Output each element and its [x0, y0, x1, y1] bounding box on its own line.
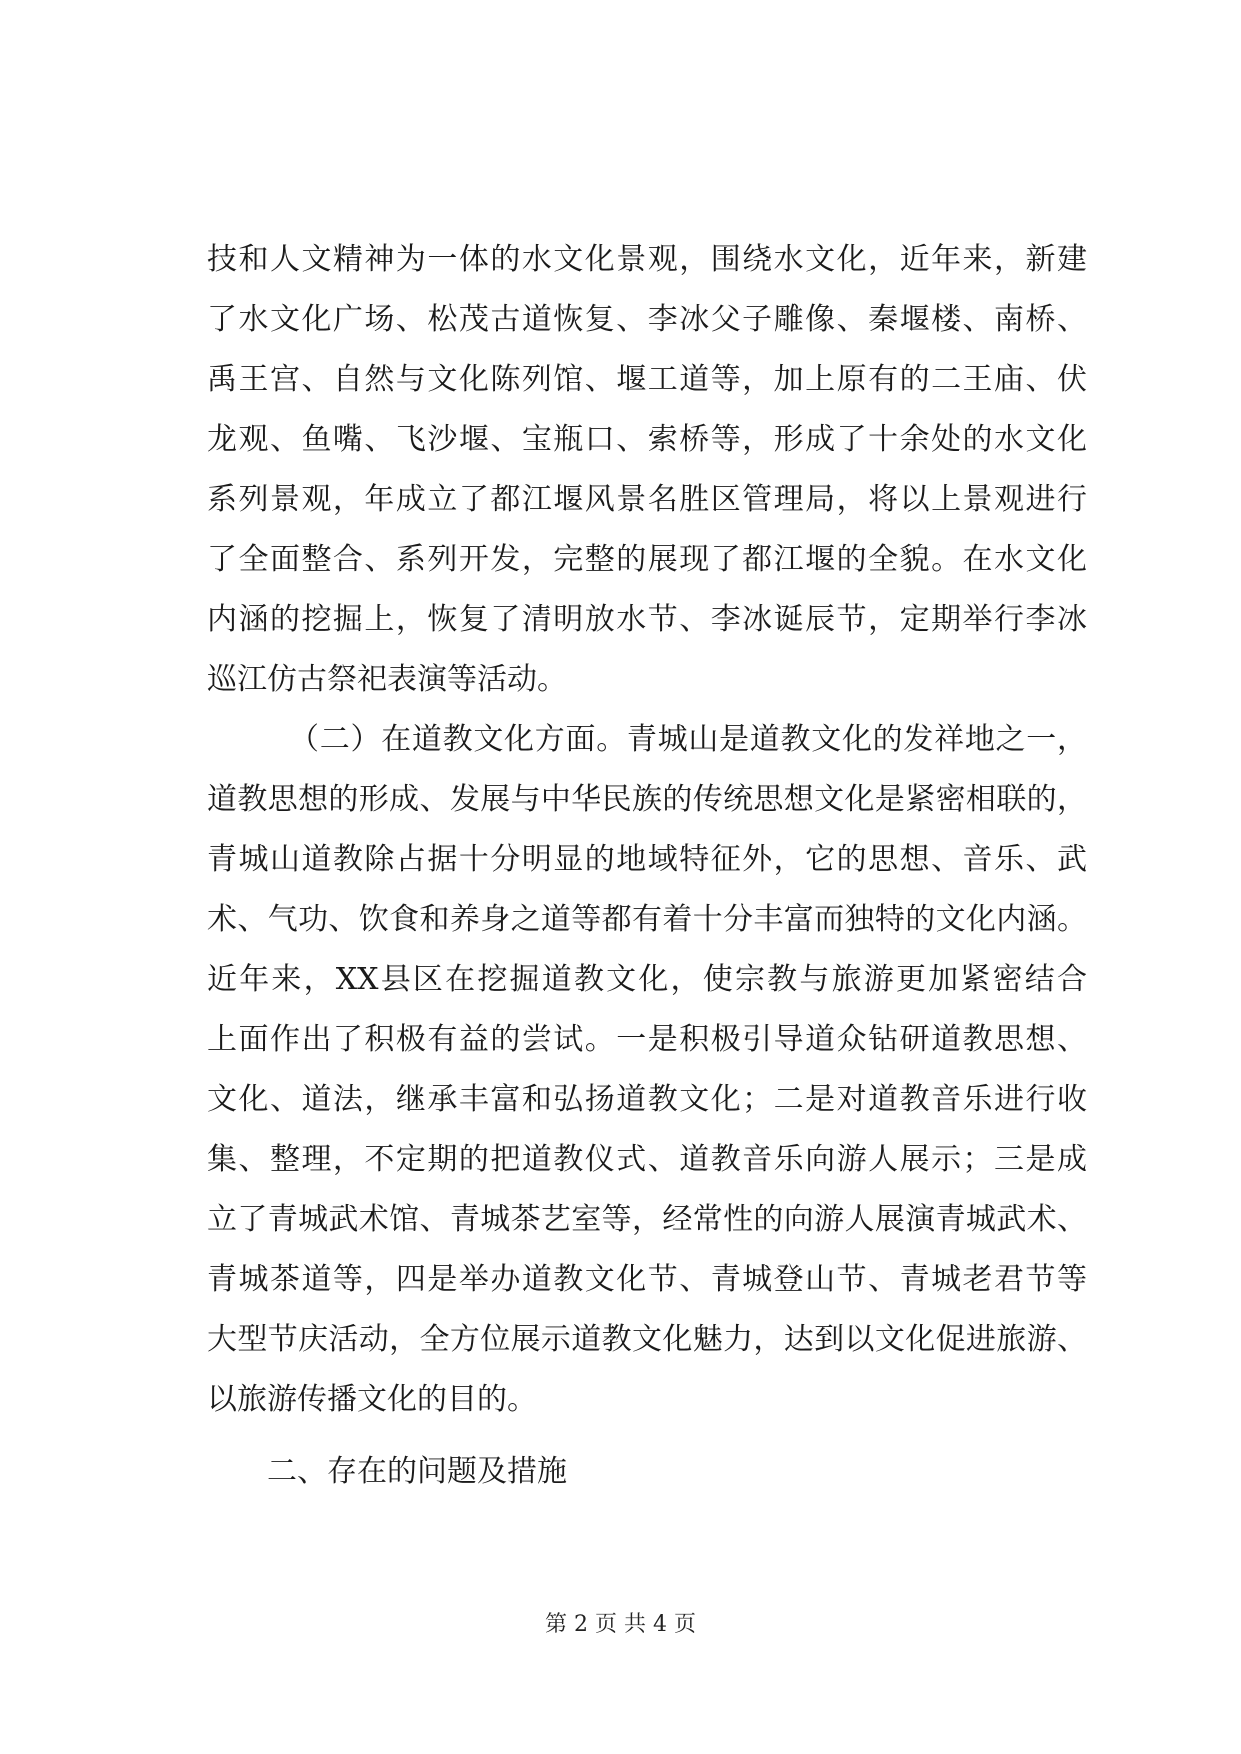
paragraph-water-culture	[207, 230, 1087, 710]
text-line: 技和人文精神为一体的水文化景观，围绕水文化，近年来，新建	[207, 242, 1087, 277]
text-line: 道教思想的形成、发展与中华民族的传统思想文化是紧密相联的，	[207, 782, 1087, 817]
text-line: 内涵的挖掘上，恢复了清明放水节、李冰诞辰节，定期举行李冰	[207, 602, 1087, 637]
text-line: 文化、道法，继承丰富和弘扬道教文化；二是对道教音乐进行收	[207, 1082, 1087, 1117]
paragraph-first-line: （二）在道教文化方面。青城山是道教文化的发祥地之一，	[289, 722, 1087, 757]
paragraph-taoist-culture	[207, 710, 1087, 1430]
text-line: 了水文化广场、松茂古道恢复、李冰父子雕像、秦堰楼、南桥、	[207, 302, 1087, 337]
text-line: 近年来，XX县区在挖掘道教文化，使宗教与旅游更加紧密结合	[207, 962, 1087, 997]
text-line: 集、整理，不定期的把道教仪式、道教音乐向游人展示；三是成	[207, 1142, 1087, 1177]
text-line: 术、气功、饮食和养身之道等都有着十分丰富而独特的文化内涵。	[207, 902, 1087, 937]
text-line: 了全面整合、系列开发，完整的展现了都江堰的全貌。在水文化	[207, 542, 1087, 577]
text-line: 大型节庆活动，全方位展示道教文化魅力，达到以文化促进旅游、	[207, 1322, 1087, 1357]
text-line: 立了青城武术馆、青城茶艺室等，经常性的向游人展演青城武术、	[207, 1202, 1087, 1237]
paragraph-gap	[207, 1430, 1087, 1442]
text-line: 禹王宫、自然与文化陈列馆、堰工道等，加上原有的二王庙、伏	[207, 362, 1087, 397]
text-line: 上面作出了积极有益的尝试。一是积极引导道众钻研道教思想、	[207, 1022, 1087, 1057]
text-line: 系列景观，年成立了都江堰风景名胜区管理局，将以上景观进行	[207, 482, 1087, 517]
page-number-footer: 第 2 页 共 4 页	[545, 1612, 696, 1637]
text-line: 巡江仿古祭祀表演等活动。	[207, 662, 567, 697]
text-line: 以旅游传播文化的目的。	[207, 1382, 537, 1417]
text-line: 青城茶道等，四是举办道教文化节、青城登山节、青城老君节等	[207, 1262, 1087, 1297]
text-line: 青城山道教除占据十分明显的地域特征外，它的思想、音乐、武	[207, 842, 1087, 877]
section-heading: 二、存在的问题及措施	[267, 1454, 567, 1489]
text-line: 龙观、鱼嘴、飞沙堰、宝瓶口、索桥等，形成了十余处的水文化	[207, 422, 1087, 457]
document-body	[207, 230, 1087, 1502]
